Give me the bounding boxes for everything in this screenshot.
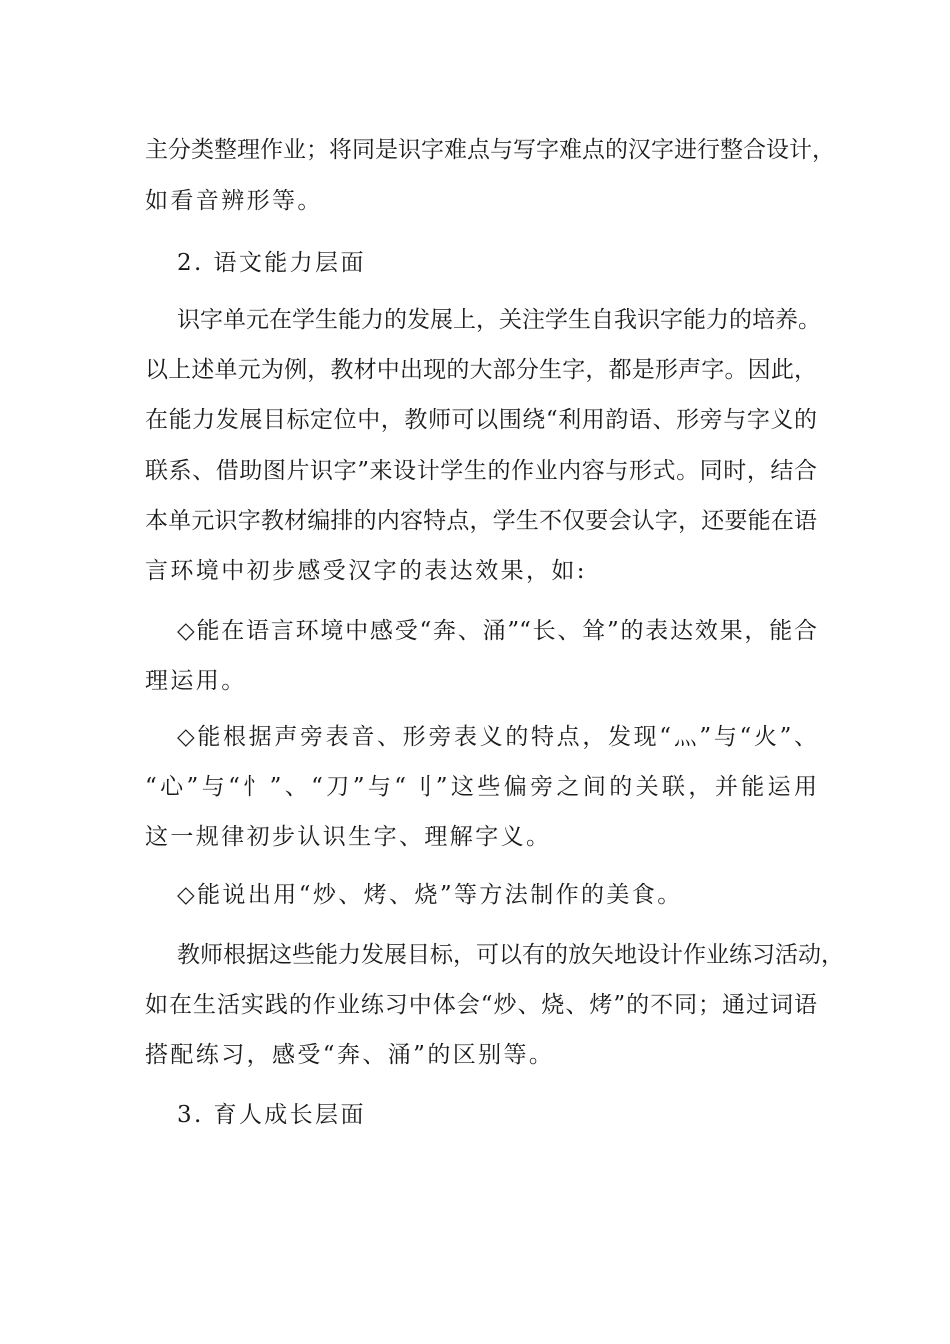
text-line: 联系、借助图片识字”来设计学生的作业内容与形式。同时，结合 (145, 458, 817, 484)
bullet-item: ◇能根据声旁表音、形旁表义的特点，发现“灬”与“火”、 (177, 724, 817, 750)
text-line: 如看音辨形等。 (145, 188, 323, 214)
text-line: 以上述单元为例，教材中出现的大部分生字，都是形声字。因此， (145, 357, 817, 383)
text-line: 言环境中初步感受汉字的表达效果，如: (145, 558, 587, 584)
text-line: 这一规律初步认识生字、理解字义。 (145, 824, 552, 850)
text-line: 在能力发展目标定位中，教师可以围绕“利用韵语、形旁与字义的 (145, 407, 817, 433)
text-line: 本单元识字教材编排的内容特点，学生不仅要会认字，还要能在语 (145, 508, 817, 534)
text-line: 理运用。 (145, 668, 247, 694)
text-line: 搭配练习，感受“奔、涌”的区别等。 (145, 1042, 555, 1068)
text-line: 识字单元在学生能力的发展上，关注学生自我识字能力的培养。 (177, 307, 821, 333)
text-line: 如在生活实践的作业练习中体会“炒、烧、烤”的不同；通过词语 (145, 992, 817, 1018)
bullet-item: ◇能说出用“炒、烤、烧”等方法制作的美食。 (177, 882, 683, 908)
section-heading: 3. 育人成长层面 (177, 1102, 366, 1128)
text-line: “心”与“忄”、“刀”与“刂”这些偏旁之间的关联，并能运用 (145, 774, 817, 800)
bullet-item: ◇能在语言环境中感受“奔、涌”“长、耸”的表达效果，能合 (177, 618, 817, 644)
text-line: 教师根据这些能力发展目标，可以有的放矢地设计作业练习活动， (177, 942, 844, 968)
section-heading: 2. 语文能力层面 (177, 250, 366, 276)
text-line: 主分类整理作业；将同是识字难点与写字难点的汉字进行整合设计， (145, 137, 835, 163)
